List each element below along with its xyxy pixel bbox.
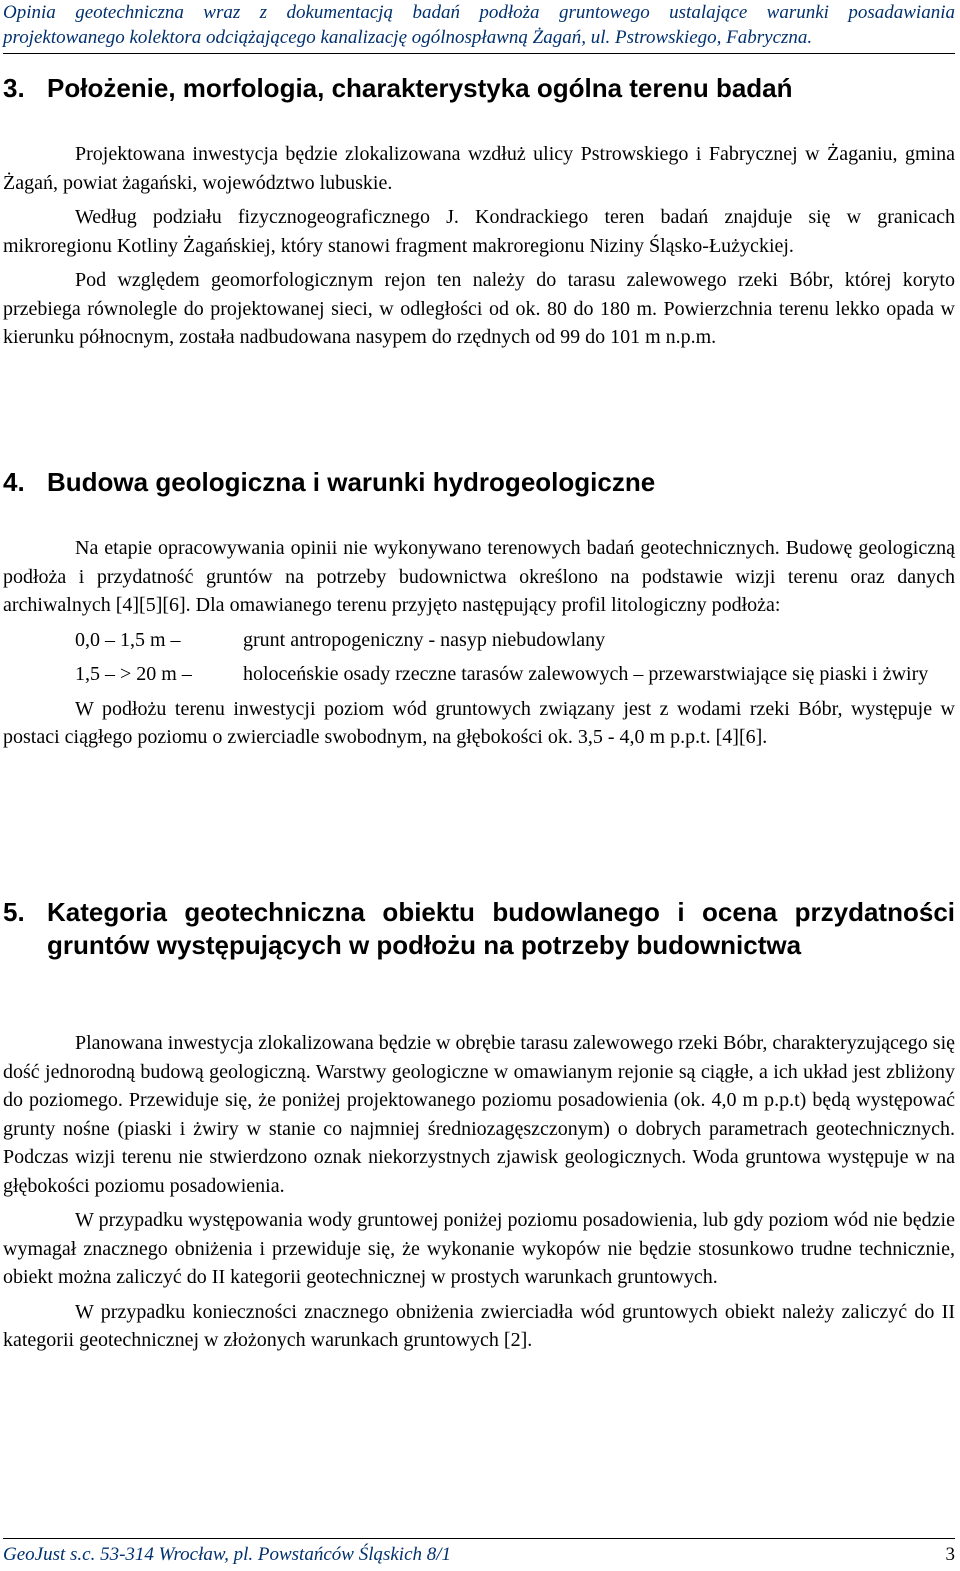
section-3-paragraph-1: Projektowana inwestycja będzie zlokalizowana wzdłuż ulicy Pstrowskiego i Fabrycznej w Żaganiu, gmina Żagań, powiat żagański, województwo lubuskie. — [3, 143, 955, 194]
profile-row — [3, 660, 955, 689]
section-4-paragraph-2: W podłożu terenu inwestycji poziom wód gruntowych związany jest z wodami rzeki Bóbr, występuje w postaci ciągłego poziomu o zwierciadle swobodnym, na głębokości ok. 3,5 - 4,0 m p.p.t. [4][6]. — [3, 697, 955, 748]
section-3-number: 3. — [3, 73, 25, 103]
profile-depth: 0,0 – 1,5 m – — [75, 628, 181, 651]
profile-description: holoceńskie osady rzeczne tarasów zalewowych – przewarstwiające się piaski i żwiry — [243, 663, 929, 685]
profile-description: grunt antropogeniczny - nasyp niebudowlany — [243, 628, 606, 651]
page-footer — [3, 1538, 955, 1567]
section-5-title: Kategoria geotechniczna obiektu budowlanego i ocena przydatności gruntów występujących w podłożu na potrzeby budownictwa — [47, 897, 955, 960]
section-5-paragraph-2: W przypadku występowania wody gruntowej poniżej poziomu posadowienia, lub gdy poziom wód nie będzie wymagał znacznego obniżenia i przewiduje się, że wykonanie wykopów nie będzie stosunkowo trudne technicznie, obiekt można zaliczyć do II kategorii geotechnicznej w prostych warunkach gruntowych. — [3, 1209, 955, 1288]
footer-company: GeoJust s.c. 53-314 Wrocław, pl. Powstańców Śląskich 8/1 — [3, 1544, 452, 1565]
section-5-number: 5. — [3, 897, 25, 927]
section-4-body — [3, 534, 955, 758]
section-4-paragraph-1: Na etapie opracowywania opinii nie wykonywano terenowych badań geotechnicznych. Budowę geologiczną podłoża i przydatność gruntów na potrzeby budownictwa określono na podstawie wizji terenu oraz danych archiwalnych [4][5][6]. Dla omawianego terenu przyjęto następujący profil litologiczny podłoża: — [3, 537, 955, 616]
section-5-body — [3, 1029, 955, 1361]
page-number: 3 — [945, 1544, 955, 1565]
section-5-paragraph-1: Planowana inwestycja zlokalizowana będzie w obrębie tarasu zalewowego rzeki Bóbr, charakteryzującego się dość jednorodną budową geologiczną. Warstwy geologiczne w omawianym rejonie są ciągłe, a ich układ jest zbliżony do poziomego. Przewiduje się, że poniżej projektowanego poziomu posadowienia (ok. 4,0 m p.p.t) będą występować grunty nośne (piaski i żwiry w stanie co najmniej średniozagęszczonym) o dobrych parametrach geotechnicznych. Podczas wizji terenu nie stwierdzono oznak niekorzystnych zjawisk geologicznych. Woda gruntowa występuje w na głębokości poziomu posadowienia. — [3, 1032, 955, 1197]
section-5-paragraph-3: W przypadku konieczności znacznego obniżenia zwierciadła wód gruntowych obiekt należy zaliczyć do II kategorii geotechnicznej w złożonych warunkach gruntowych [2]. — [3, 1300, 955, 1351]
section-3-paragraph-3: Pod względem geomorfologicznym rejon ten należy do tarasu zalewowego rzeki Bóbr, której koryto przebiega równolegle do projektowanej sieci, w odległości od ok. 80 do 180 m. Powierzchnia terenu lekko opada w kierunku północnym, została nadbudowana nasypem do rzędnych od 99 do 101 m n.p.m. — [3, 269, 955, 348]
section-4-heading — [3, 466, 955, 499]
header-line-2: projektowanego kolektora odciążającego kanalizację ogólnospławną Żagań, ul. Pstrowskiego, Fabryczna. — [3, 27, 813, 48]
header-line-1: Opinia geotechniczna wraz z dokumentacją badań podłoża gruntowego ustalające warunki posadawiania — [3, 2, 955, 23]
profile-depth: 1,5 – > 20 m – — [75, 663, 192, 685]
profile-row — [3, 626, 955, 655]
section-4-number: 4. — [3, 467, 25, 497]
section-3-body — [3, 140, 955, 358]
section-3-paragraph-2: Według podziału fizycznogeograficznego J. Kondrackiego teren badań znajduje się w granicach mikroregionu Kotliny Żagańskiej, który stanowi fragment makroregionu Niziny Śląsko-Łużyckiej. — [3, 206, 955, 257]
section-4-title: Budowa geologiczna i warunki hydrogeologiczne — [47, 467, 656, 497]
page-header — [3, 0, 955, 54]
section-3-heading — [3, 72, 955, 105]
section-5-heading — [3, 896, 955, 962]
section-3-title: Położenie, morfologia, charakterystyka ogólna terenu badań — [47, 73, 793, 103]
lithology-profile — [3, 626, 955, 689]
